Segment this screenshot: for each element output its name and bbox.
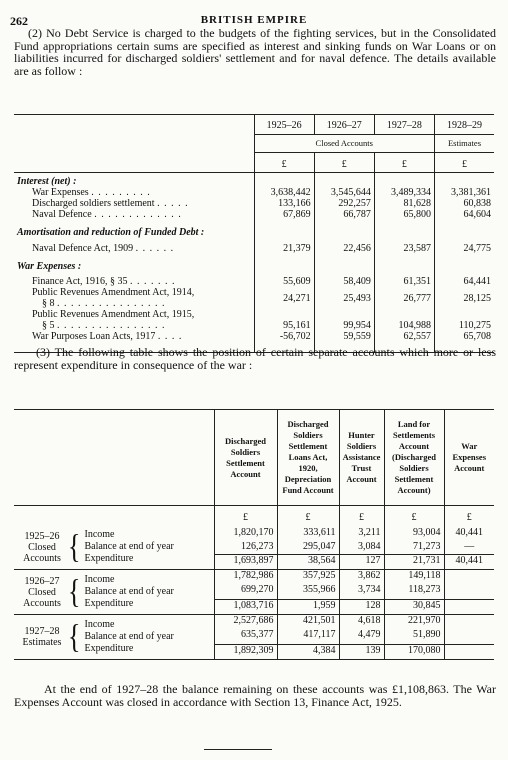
group-label-line: 1926–27 xyxy=(24,575,60,587)
column-header: Hunter Soldiers Assistance Trust Account xyxy=(339,410,384,506)
cell-value: 1,693,897 xyxy=(214,555,277,570)
row-label: Finance Act, 1916, § 35 xyxy=(32,276,128,287)
cell-value: 2,527,686 xyxy=(214,615,277,630)
cell-value: 55,609 xyxy=(254,272,314,287)
cell-value: 3,211 xyxy=(339,523,384,541)
cell-value: 1,892,309 xyxy=(214,644,277,659)
cell-value: 128 xyxy=(339,599,384,614)
cell-value: 1,083,716 xyxy=(214,599,277,614)
cell-value: 118,273 xyxy=(384,584,444,599)
cell-value xyxy=(444,615,494,630)
currency-symbol: £ xyxy=(374,153,434,173)
currency-symbol: £ xyxy=(277,506,339,524)
cell-value: 333,611 xyxy=(277,523,339,541)
account-group-label xyxy=(18,626,66,648)
brace-glyph: { xyxy=(68,617,81,656)
table-row: War Expenses . . . . . . . . . 3,638,442 3,545,644 3,489,334 3,381,361 xyxy=(14,187,494,198)
cell-value: 3,545,644 xyxy=(314,187,374,198)
cell-value: 38,564 xyxy=(277,555,339,570)
cell-value: 1,820,170 xyxy=(214,523,277,541)
table-row: Public Revenues Amendment Act, 1915, § 5 . . . . . . . . . . . . . . . . 95,161 99,954 104,988 110,275 xyxy=(14,309,494,331)
cell-value: 21,379 xyxy=(254,238,314,254)
table-row: Discharged soldiers settlement . . . . . 133,166 292,257 81,628 60,838 xyxy=(14,198,494,209)
cell-value: 65,800 xyxy=(374,209,434,220)
debt-service-table xyxy=(14,114,494,353)
cell-value: 62,557 xyxy=(374,331,434,353)
row-label: Income xyxy=(84,619,115,630)
cell-value: 24,271 xyxy=(254,287,314,309)
cell-value: 26,777 xyxy=(374,287,434,309)
cell-value: 421,501 xyxy=(277,615,339,630)
cell-value: 71,273 xyxy=(384,541,444,555)
currency-symbol: £ xyxy=(214,506,277,524)
cell-value: 28,125 xyxy=(434,287,494,309)
row-label: Expenditure xyxy=(84,643,134,654)
cell-value: 66,787 xyxy=(314,209,374,220)
row-label: Discharged soldiers settlement xyxy=(32,198,155,209)
column-header: Discharged Soldiers Settlement Account xyxy=(214,410,277,506)
running-title: BRITISH EMPIRE xyxy=(200,14,308,26)
cell-value: — xyxy=(444,541,494,555)
cell-value: 67,869 xyxy=(254,209,314,220)
table-row xyxy=(14,615,494,630)
cell-value: 21,731 xyxy=(384,555,444,570)
cell-value: 99,954 xyxy=(314,309,374,331)
table-row: Naval Defence . . . . . . . . . . . . . 67,869 66,787 65,800 64,604 xyxy=(14,209,494,220)
row-label: Expenditure xyxy=(84,598,134,609)
cell-value: 81,628 xyxy=(374,198,434,209)
group-label-line: Accounts xyxy=(23,552,61,564)
cell-value: 51,890 xyxy=(384,629,444,644)
cell-value: 3,862 xyxy=(339,570,384,585)
row-label: Public Revenues Amendment Act, 1914, xyxy=(32,287,195,298)
cell-value: 110,275 xyxy=(434,309,494,331)
cell-value: 295,047 xyxy=(277,541,339,555)
cell-value: 4,384 xyxy=(277,644,339,659)
cell-value xyxy=(444,570,494,585)
page-number: 262 xyxy=(10,14,28,28)
row-label: Balance at end of year xyxy=(84,631,174,642)
table-row: Naval Defence Act, 1909 . . . . . . 21,379 22,456 23,587 24,775 xyxy=(14,238,494,254)
account-group-label xyxy=(18,531,66,564)
cell-value: 61,351 xyxy=(374,272,434,287)
table-row: Finance Act, 1916, § 35 . . . . . . . 55,609 58,409 61,351 64,441 xyxy=(14,272,494,287)
row-label: Income xyxy=(84,574,115,585)
brace-glyph: { xyxy=(68,527,81,566)
table-row: Public Revenues Amendment Act, 1914, § 8 . . . . . . . . . . . . . . . . 24,271 25,493 26,777 28,125 xyxy=(14,287,494,309)
row-label: Naval Defence Act, 1909 xyxy=(32,243,134,254)
row-label: Expenditure xyxy=(84,553,134,564)
cell-value: 23,587 xyxy=(374,238,434,254)
row-label: Naval Defence xyxy=(32,209,92,220)
table-row: War Purposes Loan Acts, 1917 . . . . -56,702 59,559 62,557 65,708 xyxy=(14,331,494,353)
cell-value xyxy=(444,644,494,659)
cell-value: 126,273 xyxy=(214,541,277,555)
closed-accounts-label: Closed Accounts xyxy=(254,135,434,153)
paragraph-separate-accounts: (3) The following table shows the position of certain separate accounts which more or less represent expenditure in consequence of the war : xyxy=(14,345,496,372)
cell-value: 104,988 xyxy=(374,309,434,331)
row-label: Income xyxy=(84,529,115,540)
interest-heading: Interest (net) : xyxy=(17,176,77,187)
cell-value: 93,004 xyxy=(384,523,444,541)
cell-value: 221,970 xyxy=(384,615,444,630)
cell-value: 3,638,442 xyxy=(254,187,314,198)
row-label: Public Revenues Amendment Act, 1915, xyxy=(32,309,195,320)
cell-value: 3,084 xyxy=(339,541,384,555)
amortisation-heading: Amortisation and reduction of Funded Debt : xyxy=(17,227,205,238)
column-header: Land for Settlements Account (Discharged Soldiers Settlement Account) xyxy=(384,410,444,506)
cell-value: 170,080 xyxy=(384,644,444,659)
cell-value: 1,959 xyxy=(277,599,339,614)
cell-value xyxy=(444,599,494,614)
cell-value: 65,708 xyxy=(434,331,494,353)
cell-value: 3,381,361 xyxy=(434,187,494,198)
cell-value: 3,734 xyxy=(339,584,384,599)
paragraph-closing-balance: At the end of 1927–28 the balance remaining on these accounts was £1,108,863. The War Expenses Account was closed in accordance with Section 13, Finance Act, 1925. xyxy=(14,682,496,709)
cell-value: 40,441 xyxy=(444,555,494,570)
currency-symbol: £ xyxy=(434,153,494,173)
currency-symbol: £ xyxy=(384,506,444,524)
account-group-label xyxy=(18,576,66,609)
group-label-line: Closed xyxy=(28,541,56,553)
year-header: 1925–26 xyxy=(254,115,314,135)
cell-value: 149,118 xyxy=(384,570,444,585)
cell-value: 24,775 xyxy=(434,238,494,254)
row-label: Balance at end of year xyxy=(84,541,174,552)
year-header: 1926–27 xyxy=(314,115,374,135)
year-header: 1928–29 xyxy=(434,115,494,135)
brace-glyph: { xyxy=(68,572,81,611)
cell-value: 139 xyxy=(339,644,384,659)
group-label-line: Closed xyxy=(28,586,56,598)
cell-value: 64,441 xyxy=(434,272,494,287)
row-label: § 8 xyxy=(42,298,55,309)
cell-value: 59,559 xyxy=(314,331,374,353)
table-row xyxy=(14,570,494,585)
cell-value: 635,377 xyxy=(214,629,277,644)
paragraph-debt-service: (2) No Debt Service is charged to the budgets of the fighting services, but in the Consolidated Fund appropriations certain sums are specified as interest and sinking funds on War Loans or on liabilities incurred for discharged soldiers' settlement and for naval defence. The details available are as follow : xyxy=(14,26,496,78)
cell-value xyxy=(444,584,494,599)
cell-value: 133,166 xyxy=(254,198,314,209)
currency-symbol: £ xyxy=(254,153,314,173)
row-label: War Expenses xyxy=(32,187,89,198)
footer-rule xyxy=(204,749,272,750)
cell-value: 30,845 xyxy=(384,599,444,614)
year-header: 1927–28 xyxy=(374,115,434,135)
currency-symbol: £ xyxy=(339,506,384,524)
separate-accounts-table xyxy=(14,409,494,660)
cell-value: 127 xyxy=(339,555,384,570)
cell-value: 3,489,334 xyxy=(374,187,434,198)
group-label-line: 1925–26 xyxy=(24,530,60,542)
cell-value: 4,479 xyxy=(339,629,384,644)
column-header: Discharged Soldiers Settlement Loans Act, 1920, Depreciation Fund Account xyxy=(277,410,339,506)
cell-value: 60,838 xyxy=(434,198,494,209)
estimates-label: Estimates xyxy=(434,135,494,153)
group-label-line: Estimates xyxy=(22,637,62,648)
cell-value: 58,409 xyxy=(314,272,374,287)
cell-value: 40,441 xyxy=(444,523,494,541)
group-label-line: 1927–28 xyxy=(24,626,60,637)
cell-value: 4,618 xyxy=(339,615,384,630)
column-header: War Expenses Account xyxy=(444,410,494,506)
cell-value: 357,925 xyxy=(277,570,339,585)
currency-symbol: £ xyxy=(444,506,494,524)
cell-value: 25,493 xyxy=(314,287,374,309)
group-label-line: Accounts xyxy=(23,597,61,609)
cell-value: -56,702 xyxy=(254,331,314,353)
cell-value: 417,117 xyxy=(277,629,339,644)
cell-value: 355,966 xyxy=(277,584,339,599)
cell-value: 95,161 xyxy=(254,309,314,331)
row-label: Balance at end of year xyxy=(84,586,174,597)
cell-value xyxy=(444,629,494,644)
cell-value: 292,257 xyxy=(314,198,374,209)
table-row xyxy=(14,523,494,541)
row-label: § 5 xyxy=(42,320,55,331)
cell-value: 64,604 xyxy=(434,209,494,220)
cell-value: 1,782,986 xyxy=(214,570,277,585)
cell-value: 22,456 xyxy=(314,238,374,254)
currency-symbol: £ xyxy=(314,153,374,173)
cell-value: 699,270 xyxy=(214,584,277,599)
war-expenses-heading: War Expenses : xyxy=(17,261,82,272)
row-label: War Purposes Loan Acts, 1917 xyxy=(32,331,156,342)
